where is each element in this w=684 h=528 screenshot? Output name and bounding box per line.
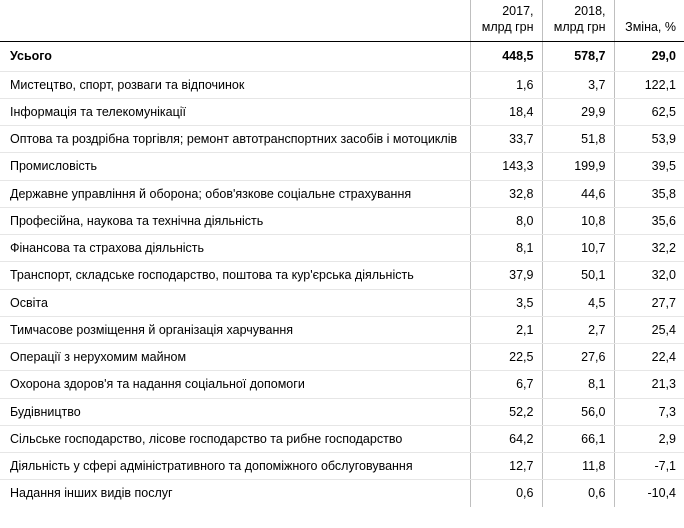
table-row <box>0 180 684 207</box>
row-label: Будівництво <box>0 398 470 425</box>
cell-2018: 29,9 <box>542 98 614 125</box>
column-header-label <box>0 0 470 42</box>
table-header <box>0 0 684 42</box>
cell-change: -10,4 <box>647 486 676 501</box>
cell-2017: 143,3 <box>470 153 542 180</box>
table-header-row <box>0 0 684 42</box>
cell-change: 32,0 <box>614 262 684 289</box>
row-label: Промисловість <box>0 153 470 180</box>
row-label: Діяльність у сфері адміністративного та допоміжного обслуговування <box>0 453 470 480</box>
cell-change: 2,9 <box>614 425 684 452</box>
cell-2017: 37,9 <box>470 262 542 289</box>
row-label: Оптова та роздрібна торгівля; ремонт автотранспортних засобів і мотоциклів <box>0 126 470 153</box>
cell-change: 122,1 <box>614 71 684 98</box>
table-row <box>0 98 684 125</box>
cell-2017: 18,4 <box>470 98 542 125</box>
row-label: Сільське господарство, лісове господарство та рибне господарство <box>0 425 470 452</box>
cell-change: 21,3 <box>614 371 684 398</box>
cell-change: 35,6 <box>614 207 684 234</box>
column-header-change <box>614 0 684 42</box>
column-header-2018 <box>542 0 614 42</box>
cell-2017: 64,2 <box>470 425 542 452</box>
cell-2017: 8,1 <box>470 235 542 262</box>
cell-2017: 3,5 <box>470 289 542 316</box>
table-row <box>0 153 684 180</box>
cell-2018: 3,7 <box>542 71 614 98</box>
cell-2018: 0,6 <box>542 480 614 507</box>
cell-change: 35,8 <box>614 180 684 207</box>
cell-2017: 52,2 <box>470 398 542 425</box>
cell-2017: 1,6 <box>470 71 542 98</box>
row-label: Надання інших видів послуг <box>0 480 470 507</box>
cell-2017: 2,1 <box>470 316 542 343</box>
cell-change: 32,2 <box>614 235 684 262</box>
column-header-2017 <box>470 0 542 42</box>
cell-change: 25,4 <box>614 316 684 343</box>
table-row <box>0 262 684 289</box>
row-label: Мистецтво, спорт, розваги та відпочинок <box>0 71 470 98</box>
cell-2017: 0,6 <box>470 480 542 507</box>
row-label: Державне управління й оборона; обов'язкове соціальне страхування <box>0 180 470 207</box>
cell-2017: 448,5 <box>470 42 542 71</box>
cell-2018: 10,8 <box>542 207 614 234</box>
table-row <box>0 398 684 425</box>
cell-2018: 578,7 <box>542 42 614 71</box>
table-row <box>0 126 684 153</box>
column-header-2018-line1: 2018, <box>574 4 606 18</box>
table-row <box>0 453 684 480</box>
table-row <box>0 71 684 98</box>
row-label: Інформація та телекомунікації <box>0 98 470 125</box>
cell-change: 22,4 <box>614 344 684 371</box>
cell-2018: 11,8 <box>542 453 614 480</box>
row-label: Професійна, наукова та технічна діяльність <box>0 207 470 234</box>
cell-2018: 4,5 <box>542 289 614 316</box>
table-row <box>0 207 684 234</box>
column-header-2017-line1: 2017, <box>502 4 534 18</box>
cell-2017: 6,7 <box>470 371 542 398</box>
cell-2018: 2,7 <box>542 316 614 343</box>
table-row <box>0 480 684 507</box>
cell-2018: 50,1 <box>542 262 614 289</box>
table-row <box>0 371 684 398</box>
cell-change: 39,5 <box>614 153 684 180</box>
table-row <box>0 235 684 262</box>
table-row <box>0 316 684 343</box>
table-body <box>0 42 684 507</box>
row-label: Транспорт, складське господарство, поштова та кур'єрська діяльність <box>0 262 470 289</box>
table-row <box>0 425 684 452</box>
table-row <box>0 42 684 71</box>
cell-2017: 12,7 <box>470 453 542 480</box>
cell-2018: 199,9 <box>542 153 614 180</box>
row-label: Усього <box>0 42 470 71</box>
table-row <box>0 344 684 371</box>
cell-2017: 22,5 <box>470 344 542 371</box>
cell-2018: 8,1 <box>542 371 614 398</box>
cell-change: 7,3 <box>614 398 684 425</box>
cell-2017: 32,8 <box>470 180 542 207</box>
table-row <box>0 289 684 316</box>
row-label: Освіта <box>0 289 470 316</box>
cell-2017: 33,7 <box>470 126 542 153</box>
cell-2018: 10,7 <box>542 235 614 262</box>
column-header-2018-line2: млрд грн <box>553 19 606 34</box>
cell-change: 29,0 <box>614 42 684 71</box>
cell-2018: 27,6 <box>542 344 614 371</box>
cell-2017: 8,0 <box>470 207 542 234</box>
column-header-2017-line2: млрд грн <box>481 19 534 34</box>
column-header-change-line2: Зміна, % <box>625 19 676 34</box>
row-label: Фінансова та страхова діяльність <box>0 235 470 262</box>
cell-change: 53,9 <box>614 126 684 153</box>
cell-change: 62,5 <box>614 98 684 125</box>
cell-2018: 56,0 <box>542 398 614 425</box>
cell-change: -7,1 <box>614 453 684 480</box>
row-label: Тимчасове розміщення й організація харчування <box>0 316 470 343</box>
cell-2018: 66,1 <box>542 425 614 452</box>
row-label: Охорона здоров'я та надання соціальної допомоги <box>0 371 470 398</box>
cell-2018: 44,6 <box>542 180 614 207</box>
row-label: Операції з нерухомим майном <box>0 344 470 371</box>
cell-change: 27,7 <box>614 289 684 316</box>
cell-2018: 51,8 <box>542 126 614 153</box>
